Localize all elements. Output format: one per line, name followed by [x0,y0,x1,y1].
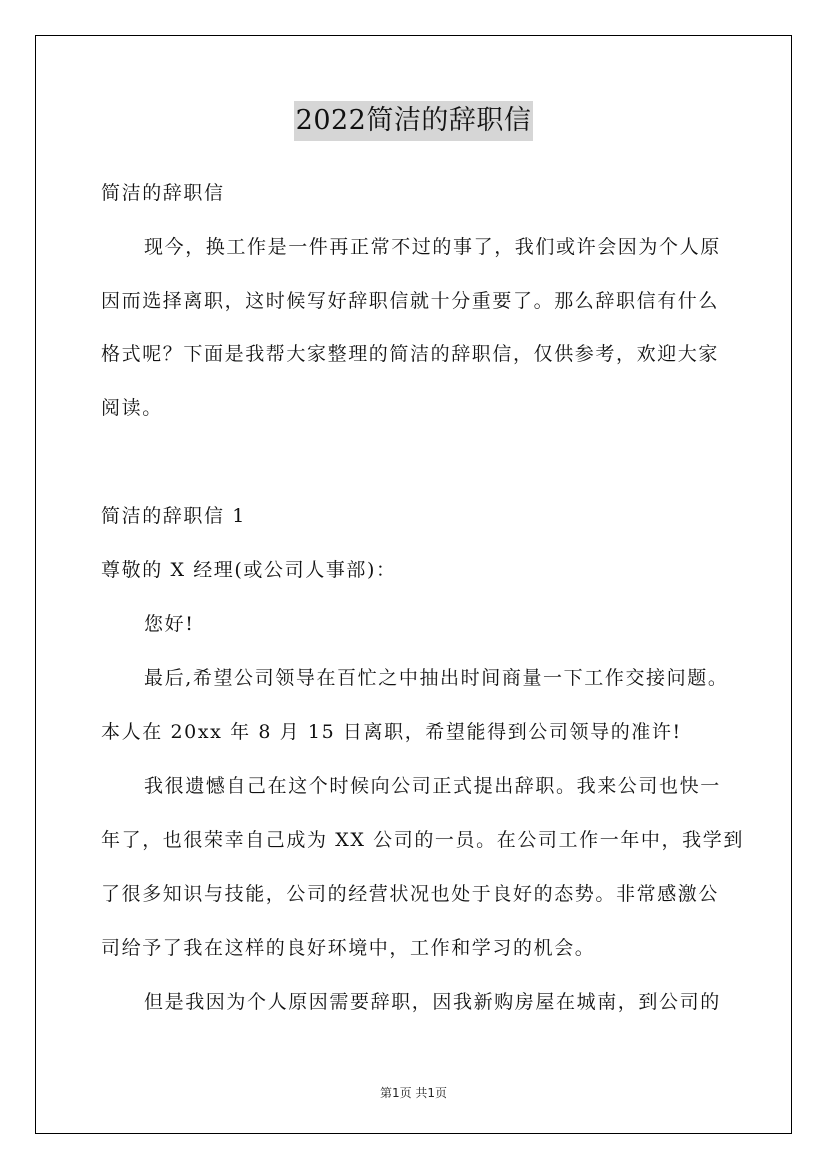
document-title: 2022简洁的辞职信 [294,101,534,141]
paragraph-line: 我很遗憾自己在这个时候向公司正式提出辞职。我来公司也快一 [144,775,721,797]
paragraph-line: 但是我因为个人原因需要辞职，因我新购房屋在城南，到公司的 [144,991,721,1013]
paragraph-line: 现今，换工作是一件再正常不过的事了，我们或许会因为个人原 [144,236,721,258]
paragraph-line: 最后,希望公司领导在百忙之中抽出时间商量一下工作交接问题。 [144,667,729,689]
paragraph-line: 年了，也很荣幸自己成为 XX 公司的一员。在公司工作一年中，我学到 [101,829,744,851]
paragraph-line: 本人在 20xx 年 8 月 15 日离职，希望能得到公司领导的准许! [101,721,682,743]
paragraph-line: 因而选择离职，这时候写好辞职信就十分重要了。那么辞职信有什么 [101,290,720,312]
paragraph-line: 了很多知识与技能，公司的经营状况也处于良好的态势。非常感激公 [101,883,720,905]
paragraph-line: 格式呢？下面是我帮大家整理的简洁的辞职信，仅供参考，欢迎大家 [101,343,720,365]
paragraph-line: 司给予了我在这样的良好环境中，工作和学习的机会。 [101,937,596,959]
salutation-line: 尊敬的 X 经理(或公司人事部)： [101,559,397,581]
paragraph-line: 阅读。 [101,397,163,419]
section-heading: 简洁的辞职信 1 [101,505,246,527]
title-container [0,101,827,141]
greeting-line: 您好! [144,613,195,635]
subtitle-line: 简洁的辞职信 [101,182,225,204]
page-footer: 第1页 共1页 [379,1086,448,1100]
